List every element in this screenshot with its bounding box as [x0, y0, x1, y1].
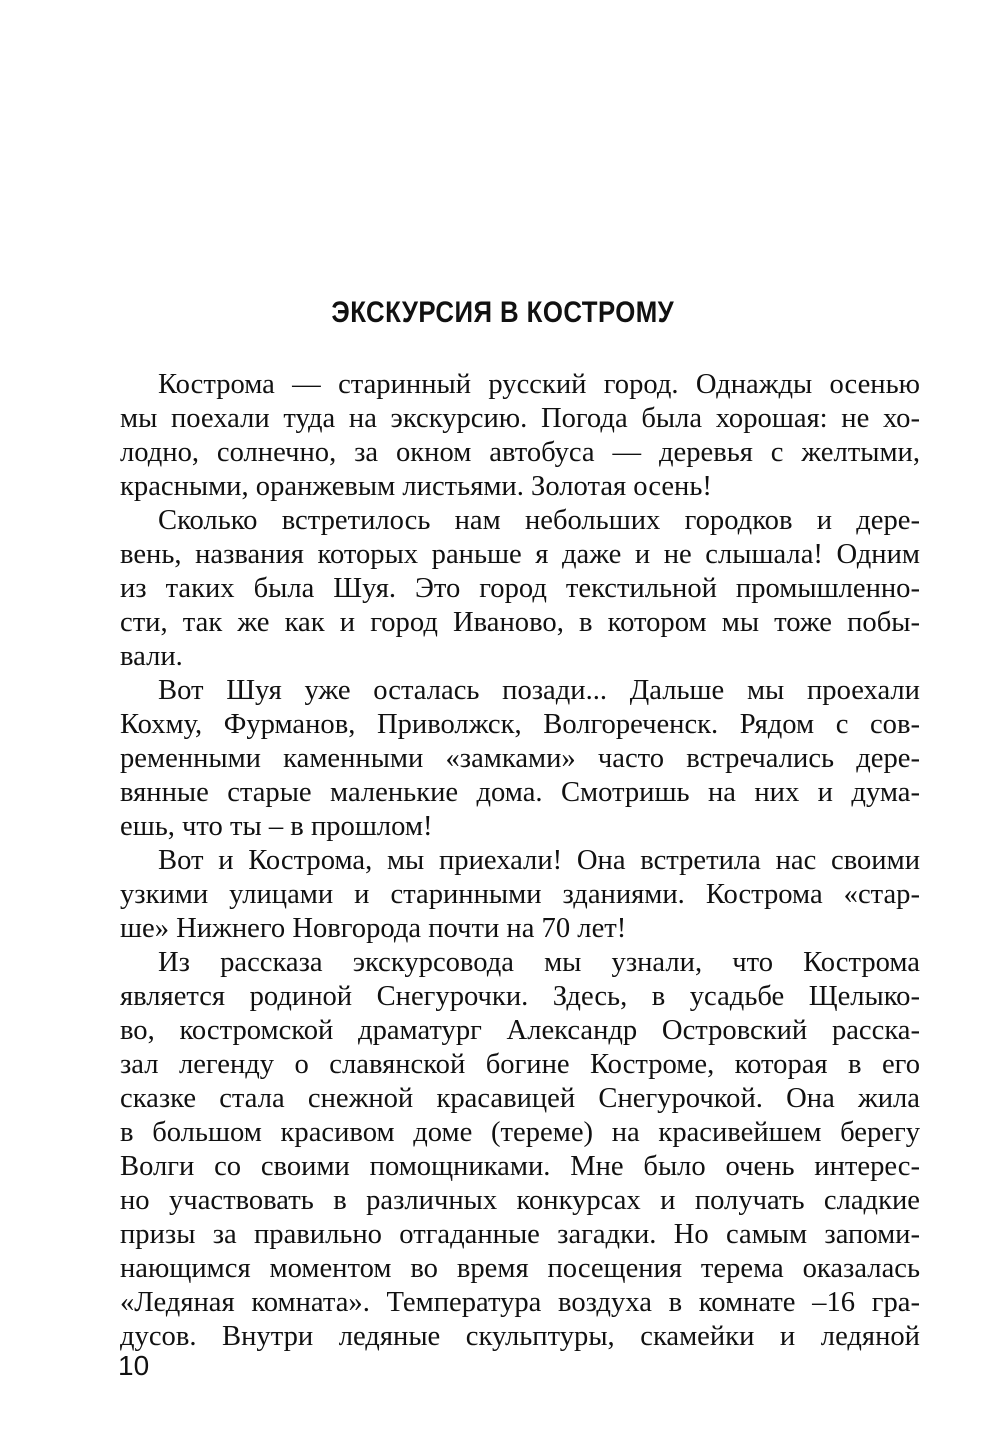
- text-line: дусов. Внутри ледяные скульптуры, скамейки и ледяной: [120, 1321, 920, 1352]
- text-line: вень, названия которых раньше я даже и не слышала! Одним: [120, 539, 920, 570]
- text-line: является родиной Снегурочки. Здесь, в усадьбе Щелыко-: [120, 981, 920, 1012]
- text-line: Кохму, Фурманов, Приволжск, Волгореченск. Рядом с сов-: [120, 709, 920, 740]
- text-line: но участвовать в различных конкурсах и получать сладкие: [120, 1185, 920, 1216]
- text-line: Сколько встретилось нам небольших городков и дере-: [158, 505, 920, 536]
- text-line: Волги со своими помощниками. Мне было очень интерес-: [120, 1151, 920, 1182]
- text-line: Из рассказа экскурсовода мы узнали, что Кострома: [158, 947, 920, 978]
- text-line: во, костромской драматург Александр Островский расска-: [120, 1015, 920, 1046]
- text-line: Вот и Кострома, мы приехали! Она встретила нас своими: [158, 845, 920, 876]
- text-line: мы поехали туда на экскурсию. Погода была хорошая: не хо-: [120, 403, 920, 434]
- text-line: зал легенду о славянской богине Костроме, которая в его: [120, 1049, 920, 1080]
- text-line: нающимся моментом во время посещения терема оказалась: [120, 1253, 920, 1284]
- text-line: призы за правильно отгаданные загадки. Но самым запоми-: [120, 1219, 920, 1250]
- page-number: 10: [118, 1350, 150, 1381]
- body-text: [120, 368, 920, 1354]
- text-line: сти, так же как и город Иваново, в котором мы тоже побы-: [120, 607, 920, 638]
- text-line: узкими улицами и старинными зданиями. Кострома «стар-: [120, 879, 920, 910]
- text-line: Вот Шуя уже осталась позади... Дальше мы проехали: [158, 675, 920, 706]
- text-line: Кострома — старинный русский город. Однажды осенью: [158, 369, 920, 400]
- text-line: ше» Нижнего Новгорода почти на 70 лет!: [120, 913, 627, 944]
- text-line: из таких была Шуя. Это город текстильной промышленно-: [120, 573, 920, 604]
- text-line: в большом красивом доме (тереме) на красивейшем берегу: [120, 1117, 920, 1148]
- text-line: красными, оранжевым листьями. Золотая осень!: [120, 471, 712, 502]
- text-line: вали.: [120, 641, 183, 672]
- text-line: сказке стала снежной красавицей Снегурочкой. Она жила: [120, 1083, 920, 1114]
- text-line: вянные старые маленькие дома. Смотришь на них и дума-: [120, 777, 920, 808]
- text-line: ешь, что ты – в прошлом!: [120, 811, 433, 842]
- text-line: ременными каменными «замками» часто встречались дере-: [120, 743, 920, 774]
- text-line: «Ледяная комната». Температура воздуха в комнате –16 гра-: [120, 1287, 920, 1318]
- text-line: лодно, солнечно, за окном автобуса — деревья с желтыми,: [120, 437, 920, 468]
- chapter-title: ЭКСКУРСИЯ В КОСТРОМУ: [331, 296, 675, 329]
